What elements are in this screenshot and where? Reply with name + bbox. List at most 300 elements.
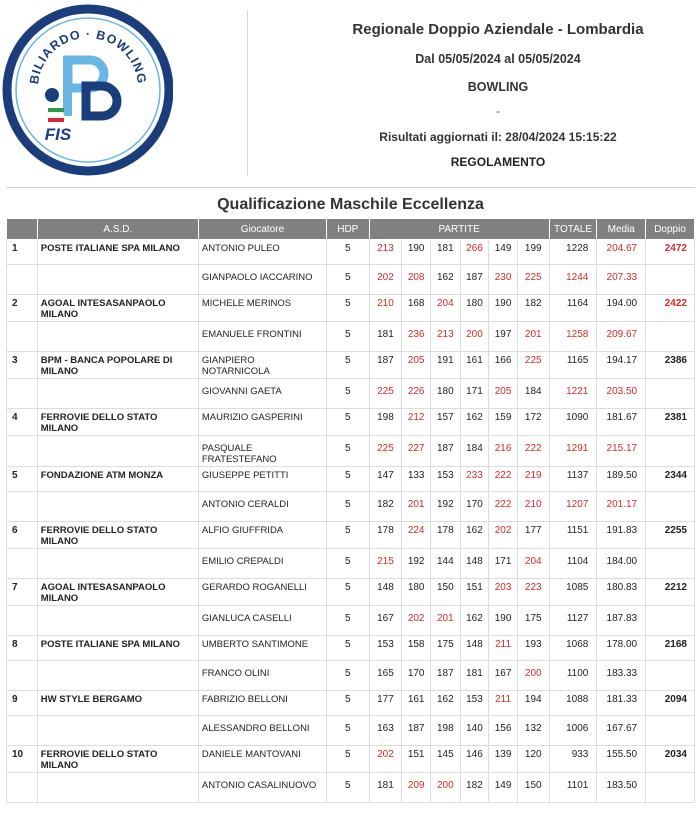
club-cell bbox=[37, 606, 198, 636]
double-total-cell: 2422 bbox=[646, 295, 695, 322]
average-cell: 181.33 bbox=[597, 691, 646, 716]
game-score-cell: 181 bbox=[460, 661, 489, 691]
hdp-cell: 5 bbox=[327, 240, 369, 265]
game-score-cell: 158 bbox=[402, 636, 431, 661]
table-row bbox=[7, 691, 695, 716]
double-total-cell bbox=[646, 379, 695, 409]
table-row bbox=[7, 409, 695, 436]
total-cell: 1151 bbox=[549, 522, 597, 549]
position-cell bbox=[7, 773, 38, 803]
game-score-cell: 133 bbox=[402, 467, 431, 492]
table-row bbox=[7, 606, 695, 636]
club-cell bbox=[37, 492, 198, 522]
col-total-header: TOTALE bbox=[549, 219, 597, 240]
total-cell: 1104 bbox=[549, 549, 597, 579]
double-total-cell: 2168 bbox=[646, 636, 695, 661]
hdp-cell: 5 bbox=[327, 606, 369, 636]
game-score-cell: 150 bbox=[517, 773, 549, 803]
total-cell: 1228 bbox=[549, 240, 597, 265]
game-score-cell: 203 bbox=[489, 579, 518, 606]
hdp-cell: 5 bbox=[327, 295, 369, 322]
double-total-cell bbox=[646, 716, 695, 746]
club-cell: FERROVIE DELLO STATO MILANO bbox=[37, 522, 198, 549]
average-cell: 201.17 bbox=[597, 492, 646, 522]
club-cell bbox=[37, 549, 198, 579]
club-cell: HW STYLE BERGAMO bbox=[37, 691, 198, 716]
game-score-cell: 210 bbox=[517, 492, 549, 522]
club-cell: FONDAZIONE ATM MONZA bbox=[37, 467, 198, 492]
event-separator: - bbox=[496, 104, 500, 118]
player-name-cell: FABRIZIO BELLONI bbox=[198, 691, 326, 716]
game-score-cell: 225 bbox=[369, 379, 402, 409]
total-cell: 1164 bbox=[549, 295, 597, 322]
game-score-cell: 200 bbox=[517, 661, 549, 691]
last-update: Risultati aggiornati il: 28/04/2024 15:15:22 bbox=[379, 130, 617, 144]
event-dates: Dal 05/05/2024 al 05/05/2024 bbox=[415, 52, 581, 66]
hdp-cell: 5 bbox=[327, 492, 369, 522]
game-score-cell: 167 bbox=[369, 606, 402, 636]
position-cell: 3 bbox=[7, 352, 38, 379]
game-score-cell: 161 bbox=[402, 691, 431, 716]
player-name-cell: MICHELE MERINOS bbox=[198, 295, 326, 322]
game-score-cell: 219 bbox=[517, 467, 549, 492]
player-name-cell: DANIELE MANTOVANI bbox=[198, 746, 326, 773]
game-score-cell: 225 bbox=[517, 352, 549, 379]
game-score-cell: 202 bbox=[402, 606, 431, 636]
game-score-cell: 191 bbox=[430, 352, 460, 379]
position-cell: 6 bbox=[7, 522, 38, 549]
game-score-cell: 194 bbox=[517, 691, 549, 716]
double-total-cell: 2034 bbox=[646, 746, 695, 773]
hdp-cell: 5 bbox=[327, 436, 369, 467]
average-cell: 194.00 bbox=[597, 295, 646, 322]
game-score-cell: 226 bbox=[402, 379, 431, 409]
player-name-cell: GIUSEPPE PETITTI bbox=[198, 467, 326, 492]
table-row bbox=[7, 522, 695, 549]
club-cell: POSTE ITALIANE SPA MILANO bbox=[37, 240, 198, 265]
hdp-cell: 5 bbox=[327, 409, 369, 436]
game-score-cell: 205 bbox=[489, 379, 518, 409]
total-cell: 1165 bbox=[549, 352, 597, 379]
double-total-cell bbox=[646, 265, 695, 295]
average-cell: 183.50 bbox=[597, 773, 646, 803]
total-cell: 1244 bbox=[549, 265, 597, 295]
game-score-cell: 171 bbox=[460, 379, 489, 409]
double-total-cell: 2344 bbox=[646, 467, 695, 492]
double-total-cell bbox=[646, 492, 695, 522]
average-cell: 181.67 bbox=[597, 409, 646, 436]
game-score-cell: 230 bbox=[489, 265, 518, 295]
game-score-cell: 150 bbox=[430, 579, 460, 606]
total-cell: 1100 bbox=[549, 661, 597, 691]
game-score-cell: 208 bbox=[402, 265, 431, 295]
game-score-cell: 213 bbox=[369, 240, 402, 265]
table-row bbox=[7, 492, 695, 522]
position-cell bbox=[7, 716, 38, 746]
game-score-cell: 181 bbox=[369, 322, 402, 352]
col-games-header: PARTITE bbox=[369, 219, 549, 240]
total-cell: 1127 bbox=[549, 606, 597, 636]
game-score-cell: 149 bbox=[489, 240, 518, 265]
game-score-cell: 211 bbox=[489, 691, 518, 716]
hdp-cell: 5 bbox=[327, 746, 369, 773]
table-row bbox=[7, 240, 695, 265]
game-score-cell: 172 bbox=[517, 409, 549, 436]
position-cell: 4 bbox=[7, 409, 38, 436]
position-cell: 10 bbox=[7, 746, 38, 773]
total-cell: 1258 bbox=[549, 322, 597, 352]
table-row bbox=[7, 661, 695, 691]
average-cell: 207.33 bbox=[597, 265, 646, 295]
game-score-cell: 187 bbox=[460, 265, 489, 295]
average-cell: 180.83 bbox=[597, 579, 646, 606]
game-score-cell: 225 bbox=[369, 436, 402, 467]
player-name-cell: EMANUELE FRONTINI bbox=[198, 322, 326, 352]
header-separator bbox=[6, 187, 695, 188]
position-cell bbox=[7, 492, 38, 522]
game-score-cell: 201 bbox=[517, 322, 549, 352]
average-cell: 187.83 bbox=[597, 606, 646, 636]
table-row bbox=[7, 436, 695, 467]
game-score-cell: 224 bbox=[402, 522, 431, 549]
game-score-cell: 227 bbox=[402, 436, 431, 467]
game-score-cell: 204 bbox=[430, 295, 460, 322]
club-cell: BPM - BANCA POPOLARE DI MILANO bbox=[37, 352, 198, 379]
double-total-cell: 2386 bbox=[646, 352, 695, 379]
game-score-cell: 170 bbox=[402, 661, 431, 691]
average-cell: 209.67 bbox=[597, 322, 646, 352]
game-score-cell: 148 bbox=[369, 579, 402, 606]
hdp-cell: 5 bbox=[327, 691, 369, 716]
player-name-cell: GERARDO ROGANELLI bbox=[198, 579, 326, 606]
game-score-cell: 198 bbox=[430, 716, 460, 746]
game-score-cell: 199 bbox=[517, 240, 549, 265]
game-score-cell: 181 bbox=[430, 240, 460, 265]
game-score-cell: 175 bbox=[517, 606, 549, 636]
double-total-cell: 2381 bbox=[646, 409, 695, 436]
game-score-cell: 190 bbox=[489, 606, 518, 636]
game-score-cell: 201 bbox=[430, 606, 460, 636]
game-score-cell: 171 bbox=[489, 549, 518, 579]
game-score-cell: 202 bbox=[489, 522, 518, 549]
position-cell: 2 bbox=[7, 295, 38, 322]
hdp-cell: 5 bbox=[327, 549, 369, 579]
double-total-cell bbox=[646, 606, 695, 636]
position-cell bbox=[7, 322, 38, 352]
game-score-cell: 236 bbox=[402, 322, 431, 352]
game-score-cell: 190 bbox=[489, 295, 518, 322]
player-name-cell: GIANLUCA CASELLI bbox=[198, 606, 326, 636]
results-body bbox=[7, 240, 695, 803]
table-header-row bbox=[7, 219, 695, 240]
table-row bbox=[7, 352, 695, 379]
total-cell: 1137 bbox=[549, 467, 597, 492]
game-score-cell: 145 bbox=[430, 746, 460, 773]
game-score-cell: 156 bbox=[489, 716, 518, 746]
player-name-cell: ANTONIO PULEO bbox=[198, 240, 326, 265]
player-name-cell: GIANPAOLO IACCARINO bbox=[198, 265, 326, 295]
position-cell: 1 bbox=[7, 240, 38, 265]
position-cell: 7 bbox=[7, 579, 38, 606]
game-score-cell: 177 bbox=[517, 522, 549, 549]
col-pos-header bbox=[7, 219, 38, 240]
average-cell: 194.17 bbox=[597, 352, 646, 379]
double-total-cell: 2094 bbox=[646, 691, 695, 716]
club-cell bbox=[37, 773, 198, 803]
player-name-cell: PASQUALE FRATESTEFANO bbox=[198, 436, 326, 467]
game-score-cell: 212 bbox=[402, 409, 431, 436]
club-cell: AGOAL INTESASANPAOLO MILANO bbox=[37, 295, 198, 322]
player-name-cell: ANTONIO CERALDI bbox=[198, 492, 326, 522]
game-score-cell: 187 bbox=[369, 352, 402, 379]
club-cell bbox=[37, 661, 198, 691]
game-score-cell: 209 bbox=[402, 773, 431, 803]
table-row bbox=[7, 636, 695, 661]
game-score-cell: 178 bbox=[369, 522, 402, 549]
game-score-cell: 222 bbox=[489, 467, 518, 492]
club-cell bbox=[37, 379, 198, 409]
game-score-cell: 190 bbox=[402, 240, 431, 265]
club-cell: AGOAL INTESASANPAOLO MILANO bbox=[37, 579, 198, 606]
game-score-cell: 146 bbox=[460, 746, 489, 773]
average-cell: 204.67 bbox=[597, 240, 646, 265]
game-score-cell: 222 bbox=[517, 436, 549, 467]
average-cell: 155.50 bbox=[597, 746, 646, 773]
game-score-cell: 177 bbox=[369, 691, 402, 716]
average-cell: 191.83 bbox=[597, 522, 646, 549]
player-name-cell: GIOVANNI GAETA bbox=[198, 379, 326, 409]
average-cell: 184.00 bbox=[597, 549, 646, 579]
position-cell bbox=[7, 265, 38, 295]
game-score-cell: 182 bbox=[517, 295, 549, 322]
double-total-cell bbox=[646, 436, 695, 467]
total-cell: 1085 bbox=[549, 579, 597, 606]
game-score-cell: 180 bbox=[430, 379, 460, 409]
table-row bbox=[7, 467, 695, 492]
total-cell: 933 bbox=[549, 746, 597, 773]
game-score-cell: 187 bbox=[430, 661, 460, 691]
game-score-cell: 151 bbox=[460, 579, 489, 606]
hdp-cell: 5 bbox=[327, 352, 369, 379]
game-score-cell: 192 bbox=[430, 492, 460, 522]
game-score-cell: 187 bbox=[402, 716, 431, 746]
results-table bbox=[6, 218, 695, 803]
double-total-cell bbox=[646, 661, 695, 691]
game-score-cell: 120 bbox=[517, 746, 549, 773]
rules-link[interactable]: REGOLAMENTO bbox=[450, 155, 546, 169]
club-cell bbox=[37, 322, 198, 352]
game-score-cell: 170 bbox=[460, 492, 489, 522]
average-cell: 203.50 bbox=[597, 379, 646, 409]
hdp-cell: 5 bbox=[327, 579, 369, 606]
position-cell: 9 bbox=[7, 691, 38, 716]
position-cell bbox=[7, 606, 38, 636]
col-player-header: Giocatore bbox=[198, 219, 326, 240]
player-name-cell: FRANCO OLINI bbox=[198, 661, 326, 691]
table-row bbox=[7, 265, 695, 295]
position-cell bbox=[7, 549, 38, 579]
game-score-cell: 148 bbox=[460, 636, 489, 661]
hdp-cell: 5 bbox=[327, 522, 369, 549]
game-score-cell: 180 bbox=[460, 295, 489, 322]
club-cell bbox=[37, 265, 198, 295]
game-score-cell: 180 bbox=[402, 579, 431, 606]
hdp-cell: 5 bbox=[327, 322, 369, 352]
table-row bbox=[7, 579, 695, 606]
position-cell bbox=[7, 379, 38, 409]
hdp-cell: 5 bbox=[327, 636, 369, 661]
col-avg-header: Media bbox=[597, 219, 646, 240]
total-cell: 1221 bbox=[549, 379, 597, 409]
event-sport: BOWLING bbox=[467, 80, 529, 94]
header-divider bbox=[247, 10, 248, 176]
col-asd-header: A.S.D. bbox=[37, 219, 198, 240]
total-cell: 1068 bbox=[549, 636, 597, 661]
hdp-cell: 5 bbox=[327, 716, 369, 746]
game-score-cell: 184 bbox=[460, 436, 489, 467]
club-cell bbox=[37, 716, 198, 746]
total-cell: 1291 bbox=[549, 436, 597, 467]
total-cell: 1101 bbox=[549, 773, 597, 803]
section-title: Qualificazione Maschile Eccellenza bbox=[217, 196, 484, 213]
player-name-cell: UMBERTO SANTIMONE bbox=[198, 636, 326, 661]
logo-arc-text: BILIARDO · BOWLING bbox=[27, 26, 150, 86]
game-score-cell: 162 bbox=[460, 606, 489, 636]
game-score-cell: 163 bbox=[369, 716, 402, 746]
game-score-cell: 200 bbox=[460, 322, 489, 352]
hdp-cell: 5 bbox=[327, 379, 369, 409]
game-score-cell: 168 bbox=[402, 295, 431, 322]
club-cell: FERROVIE DELLO STATO MILANO bbox=[37, 746, 198, 773]
fis-logo bbox=[0, 0, 173, 180]
total-cell: 1088 bbox=[549, 691, 597, 716]
player-name-cell: EMILIO CREPALDI bbox=[198, 549, 326, 579]
average-cell: 178.00 bbox=[597, 636, 646, 661]
game-score-cell: 161 bbox=[460, 352, 489, 379]
game-score-cell: 192 bbox=[402, 549, 431, 579]
game-score-cell: 215 bbox=[369, 549, 402, 579]
game-score-cell: 144 bbox=[430, 549, 460, 579]
game-score-cell: 162 bbox=[460, 522, 489, 549]
game-score-cell: 193 bbox=[517, 636, 549, 661]
player-name-cell: ANTONIO CASALINUOVO bbox=[198, 773, 326, 803]
table-row bbox=[7, 549, 695, 579]
game-score-cell: 201 bbox=[402, 492, 431, 522]
game-score-cell: 204 bbox=[517, 549, 549, 579]
game-score-cell: 202 bbox=[369, 265, 402, 295]
game-score-cell: 225 bbox=[517, 265, 549, 295]
game-score-cell: 205 bbox=[402, 352, 431, 379]
game-score-cell: 166 bbox=[489, 352, 518, 379]
game-score-cell: 151 bbox=[402, 746, 431, 773]
game-score-cell: 149 bbox=[489, 773, 518, 803]
position-cell: 5 bbox=[7, 467, 38, 492]
game-score-cell: 187 bbox=[430, 436, 460, 467]
average-cell: 167.67 bbox=[597, 716, 646, 746]
club-cell: POSTE ITALIANE SPA MILANO bbox=[37, 636, 198, 661]
player-name-cell: ALFIO GIUFFRIDA bbox=[198, 522, 326, 549]
table-row bbox=[7, 322, 695, 352]
game-score-cell: 162 bbox=[460, 409, 489, 436]
hdp-cell: 5 bbox=[327, 265, 369, 295]
game-score-cell: 153 bbox=[369, 636, 402, 661]
player-name-cell: ALESSANDRO BELLONI bbox=[198, 716, 326, 746]
player-name-cell: GIANPIERO NOTARNICOLA bbox=[198, 352, 326, 379]
table-row bbox=[7, 746, 695, 773]
game-score-cell: 175 bbox=[430, 636, 460, 661]
average-cell: 189.50 bbox=[597, 467, 646, 492]
hdp-cell: 5 bbox=[327, 467, 369, 492]
double-total-cell bbox=[646, 773, 695, 803]
event-title: Regionale Doppio Aziendale - Lombardia bbox=[352, 21, 644, 38]
game-score-cell: 182 bbox=[460, 773, 489, 803]
game-score-cell: 157 bbox=[430, 409, 460, 436]
col-double-header: Doppio bbox=[646, 219, 695, 240]
col-hdp-header: HDP bbox=[327, 219, 369, 240]
game-score-cell: 159 bbox=[489, 409, 518, 436]
game-score-cell: 211 bbox=[489, 636, 518, 661]
double-total-cell: 2255 bbox=[646, 522, 695, 549]
game-score-cell: 181 bbox=[369, 773, 402, 803]
game-score-cell: 153 bbox=[430, 467, 460, 492]
game-score-cell: 216 bbox=[489, 436, 518, 467]
game-score-cell: 222 bbox=[489, 492, 518, 522]
game-score-cell: 153 bbox=[460, 691, 489, 716]
game-score-cell: 266 bbox=[460, 240, 489, 265]
game-score-cell: 165 bbox=[369, 661, 402, 691]
double-total-cell bbox=[646, 549, 695, 579]
club-cell bbox=[37, 436, 198, 467]
game-score-cell: 182 bbox=[369, 492, 402, 522]
hdp-cell: 5 bbox=[327, 773, 369, 803]
game-score-cell: 162 bbox=[430, 691, 460, 716]
double-total-cell: 2472 bbox=[646, 240, 695, 265]
game-score-cell: 197 bbox=[489, 322, 518, 352]
game-score-cell: 162 bbox=[430, 265, 460, 295]
player-name-cell: MAURIZIO GASPERINI bbox=[198, 409, 326, 436]
game-score-cell: 132 bbox=[517, 716, 549, 746]
average-cell: 215.17 bbox=[597, 436, 646, 467]
hdp-cell: 5 bbox=[327, 661, 369, 691]
total-cell: 1006 bbox=[549, 716, 597, 746]
table-row bbox=[7, 295, 695, 322]
position-cell: 8 bbox=[7, 636, 38, 661]
club-cell: FERROVIE DELLO STATO MILANO bbox=[37, 409, 198, 436]
table-row bbox=[7, 379, 695, 409]
average-cell: 183.33 bbox=[597, 661, 646, 691]
game-score-cell: 167 bbox=[489, 661, 518, 691]
total-cell: 1207 bbox=[549, 492, 597, 522]
game-score-cell: 223 bbox=[517, 579, 549, 606]
game-score-cell: 178 bbox=[430, 522, 460, 549]
game-score-cell: 139 bbox=[489, 746, 518, 773]
game-score-cell: 210 bbox=[369, 295, 402, 322]
position-cell bbox=[7, 436, 38, 467]
double-total-cell: 2212 bbox=[646, 579, 695, 606]
double-total-cell bbox=[646, 322, 695, 352]
page-header bbox=[0, 0, 696, 180]
position-cell bbox=[7, 661, 38, 691]
game-score-cell: 200 bbox=[430, 773, 460, 803]
table-row bbox=[7, 716, 695, 746]
total-cell: 1090 bbox=[549, 409, 597, 436]
game-score-cell: 147 bbox=[369, 467, 402, 492]
logo-fis-text: FIS bbox=[44, 125, 72, 144]
game-score-cell: 202 bbox=[369, 746, 402, 773]
game-score-cell: 140 bbox=[460, 716, 489, 746]
game-score-cell: 184 bbox=[517, 379, 549, 409]
table-row bbox=[7, 773, 695, 803]
